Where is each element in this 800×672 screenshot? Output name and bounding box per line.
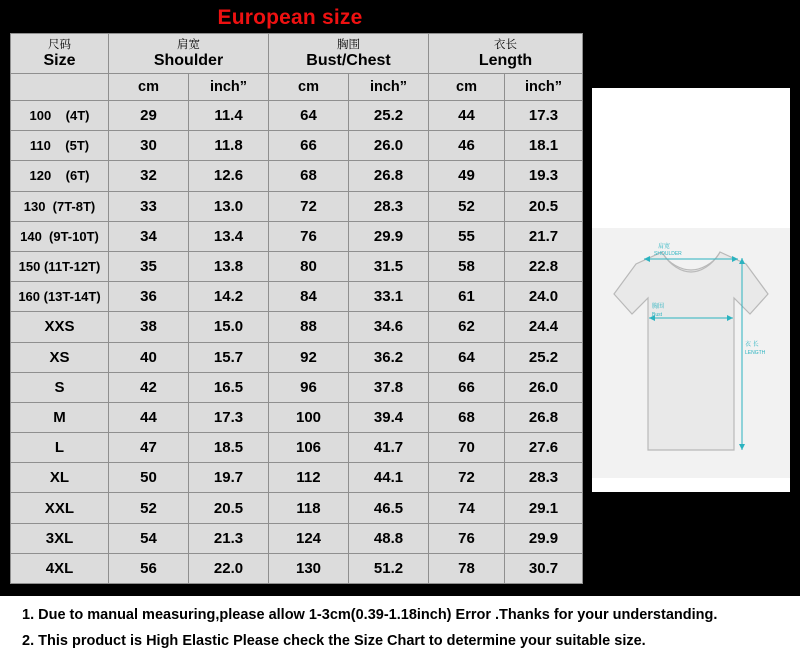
cell-shoulder-inch: 17.3: [189, 402, 269, 432]
cell-length-cm: 46: [429, 131, 505, 161]
cell-bust-inch: 36.2: [349, 342, 429, 372]
tshirt-diagram-icon: [592, 228, 790, 478]
cell-shoulder-inch: 15.7: [189, 342, 269, 372]
cell-shoulder-inch: 15.0: [189, 312, 269, 342]
cell-shoulder-cm: 38: [109, 312, 189, 342]
cell-shoulder-cm: 40: [109, 342, 189, 372]
cell-length-cm: 62: [429, 312, 505, 342]
header-shoulder: 肩宽 Shoulder: [109, 34, 269, 74]
cell-length-cm: 68: [429, 402, 505, 432]
table-header-row: [11, 34, 583, 74]
note-line-2: 2. This product is High Elastic Please check the Size Chart to determine your suitable size.: [22, 633, 646, 649]
length-label-en: LENGTH: [745, 350, 766, 356]
cell-length-cm: 72: [429, 463, 505, 493]
cell-shoulder-cm: 47: [109, 433, 189, 463]
cell-bust-cm: 106: [269, 433, 349, 463]
table-row: [11, 221, 583, 251]
cell-bust-inch: 51.2: [349, 553, 429, 583]
table-row: [11, 191, 583, 221]
cell-size: XS: [11, 342, 109, 372]
cell-size: XL: [11, 463, 109, 493]
cell-bust-inch: 25.2: [349, 101, 429, 131]
cell-bust-cm: 76: [269, 221, 349, 251]
size-table-container: [10, 33, 582, 584]
unit-length-cm: cm: [429, 74, 505, 101]
cell-shoulder-cm: 44: [109, 402, 189, 432]
cell-length-cm: 78: [429, 553, 505, 583]
table-row: [11, 282, 583, 312]
cell-length-cm: 76: [429, 523, 505, 553]
cell-shoulder-inch: 13.4: [189, 221, 269, 251]
cell-bust-cm: 88: [269, 312, 349, 342]
cell-length-inch: 28.3: [505, 463, 583, 493]
cell-bust-cm: 100: [269, 402, 349, 432]
cell-size: XXL: [11, 493, 109, 523]
unit-shoulder-cm: cm: [109, 74, 189, 101]
cell-size: 150 (11T-12T): [11, 251, 109, 281]
cell-shoulder-inch: 11.4: [189, 101, 269, 131]
cell-length-cm: 55: [429, 221, 505, 251]
header-length: 衣长 Length: [429, 34, 583, 74]
cell-size: S: [11, 372, 109, 402]
cell-length-inch: 21.7: [505, 221, 583, 251]
header-size: 尺码 Size: [11, 34, 109, 74]
cell-bust-inch: 39.4: [349, 402, 429, 432]
cell-size: 4XL: [11, 553, 109, 583]
cell-bust-cm: 92: [269, 342, 349, 372]
cell-bust-cm: 68: [269, 161, 349, 191]
cell-bust-inch: 33.1: [349, 282, 429, 312]
cell-length-cm: 66: [429, 372, 505, 402]
cell-shoulder-cm: 36: [109, 282, 189, 312]
table-row: [11, 161, 583, 191]
cell-size: 130 (7T-8T): [11, 191, 109, 221]
unit-bust-inch: inch”: [349, 74, 429, 101]
cell-shoulder-inch: 20.5: [189, 493, 269, 523]
cell-length-inch: 20.5: [505, 191, 583, 221]
cell-length-inch: 24.0: [505, 282, 583, 312]
cell-bust-cm: 112: [269, 463, 349, 493]
cell-shoulder-inch: 13.0: [189, 191, 269, 221]
cell-bust-cm: 124: [269, 523, 349, 553]
unit-length-inch: inch”: [505, 74, 583, 101]
cell-bust-cm: 130: [269, 553, 349, 583]
bust-label-en: Bust: [652, 312, 663, 318]
header-bust: 胸围 Bust/Chest: [269, 34, 429, 74]
cell-shoulder-inch: 14.2: [189, 282, 269, 312]
table-row: [11, 372, 583, 402]
cell-size: 100 (4T): [11, 101, 109, 131]
cell-length-inch: 26.0: [505, 372, 583, 402]
cell-shoulder-inch: 21.3: [189, 523, 269, 553]
cell-length-cm: 49: [429, 161, 505, 191]
cell-shoulder-cm: 34: [109, 221, 189, 251]
cell-bust-cm: 84: [269, 282, 349, 312]
cell-bust-inch: 37.8: [349, 372, 429, 402]
measurement-diagram: [592, 228, 790, 478]
cell-size: XXS: [11, 312, 109, 342]
cell-bust-inch: 26.0: [349, 131, 429, 161]
cell-bust-inch: 46.5: [349, 493, 429, 523]
cell-length-cm: 74: [429, 493, 505, 523]
cell-bust-inch: 31.5: [349, 251, 429, 281]
unit-bust-cm: cm: [269, 74, 349, 101]
table-row: [11, 251, 583, 281]
table-row: [11, 402, 583, 432]
cell-bust-inch: 34.6: [349, 312, 429, 342]
table-row: [11, 101, 583, 131]
cell-length-inch: 24.4: [505, 312, 583, 342]
cell-length-cm: 58: [429, 251, 505, 281]
cell-shoulder-inch: 16.5: [189, 372, 269, 402]
cell-length-inch: 25.2: [505, 342, 583, 372]
cell-bust-inch: 41.7: [349, 433, 429, 463]
note-line-1: 1. Due to manual measuring,please allow 1-3cm(0.39-1.18inch) Error .Thanks for your understanding.: [22, 607, 718, 623]
shoulder-label-cn: 肩宽: [658, 244, 671, 250]
cell-size: 160 (13T-14T): [11, 282, 109, 312]
cell-bust-inch: 48.8: [349, 523, 429, 553]
cell-shoulder-cm: 29: [109, 101, 189, 131]
cell-length-inch: 26.8: [505, 402, 583, 432]
cell-shoulder-inch: 13.8: [189, 251, 269, 281]
cell-size: L: [11, 433, 109, 463]
cell-length-inch: 30.7: [505, 553, 583, 583]
cell-shoulder-cm: 33: [109, 191, 189, 221]
cell-length-cm: 44: [429, 101, 505, 131]
cell-bust-inch: 44.1: [349, 463, 429, 493]
page-title: European size: [217, 6, 363, 29]
table-row: [11, 463, 583, 493]
cell-length-inch: 22.8: [505, 251, 583, 281]
cell-length-cm: 64: [429, 342, 505, 372]
cell-shoulder-cm: 54: [109, 523, 189, 553]
cell-length-inch: 27.6: [505, 433, 583, 463]
cell-size: 140 (9T-10T): [11, 221, 109, 251]
cell-bust-cm: 72: [269, 191, 349, 221]
table-row: [11, 553, 583, 583]
cell-size: 3XL: [11, 523, 109, 553]
cell-shoulder-cm: 56: [109, 553, 189, 583]
cell-length-inch: 19.3: [505, 161, 583, 191]
bust-label-cn: 胸围: [652, 304, 665, 310]
cell-bust-cm: 66: [269, 131, 349, 161]
size-table-body: [11, 101, 583, 584]
cell-bust-inch: 28.3: [349, 191, 429, 221]
cell-shoulder-cm: 30: [109, 131, 189, 161]
cell-shoulder-cm: 42: [109, 372, 189, 402]
cell-shoulder-inch: 22.0: [189, 553, 269, 583]
cell-size: 120 (6T): [11, 161, 109, 191]
table-row: [11, 312, 583, 342]
cell-bust-inch: 29.9: [349, 221, 429, 251]
cell-shoulder-cm: 35: [109, 251, 189, 281]
length-arrow-bottom: [739, 444, 745, 450]
unit-shoulder-inch: inch”: [189, 74, 269, 101]
cell-size: 110 (5T): [11, 131, 109, 161]
cell-length-inch: 18.1: [505, 131, 583, 161]
table-row: [11, 433, 583, 463]
table-row: [11, 493, 583, 523]
cell-length-inch: 29.1: [505, 493, 583, 523]
cell-bust-inch: 26.8: [349, 161, 429, 191]
cell-shoulder-cm: 50: [109, 463, 189, 493]
cell-shoulder-inch: 11.8: [189, 131, 269, 161]
cell-bust-cm: 118: [269, 493, 349, 523]
cell-length-cm: 70: [429, 433, 505, 463]
product-image-panel: [592, 88, 790, 492]
cell-bust-cm: 64: [269, 101, 349, 131]
cell-length-cm: 61: [429, 282, 505, 312]
table-unit-row: [11, 74, 583, 101]
cell-bust-cm: 80: [269, 251, 349, 281]
cell-shoulder-inch: 18.5: [189, 433, 269, 463]
cell-length-cm: 52: [429, 191, 505, 221]
footer-notes: [0, 596, 800, 672]
table-row: [11, 523, 583, 553]
cell-length-inch: 29.9: [505, 523, 583, 553]
cell-shoulder-inch: 19.7: [189, 463, 269, 493]
cell-size: M: [11, 402, 109, 432]
cell-shoulder-inch: 12.6: [189, 161, 269, 191]
size-table: [10, 33, 583, 584]
cell-shoulder-cm: 52: [109, 493, 189, 523]
cell-length-inch: 17.3: [505, 101, 583, 131]
table-row: [11, 131, 583, 161]
cell-bust-cm: 96: [269, 372, 349, 402]
shoulder-label-en: SHOULDER: [654, 251, 682, 257]
length-label-cn: 衣 长: [745, 342, 759, 348]
cell-shoulder-cm: 32: [109, 161, 189, 191]
unit-size-blank: [11, 74, 109, 101]
table-row: [11, 342, 583, 372]
